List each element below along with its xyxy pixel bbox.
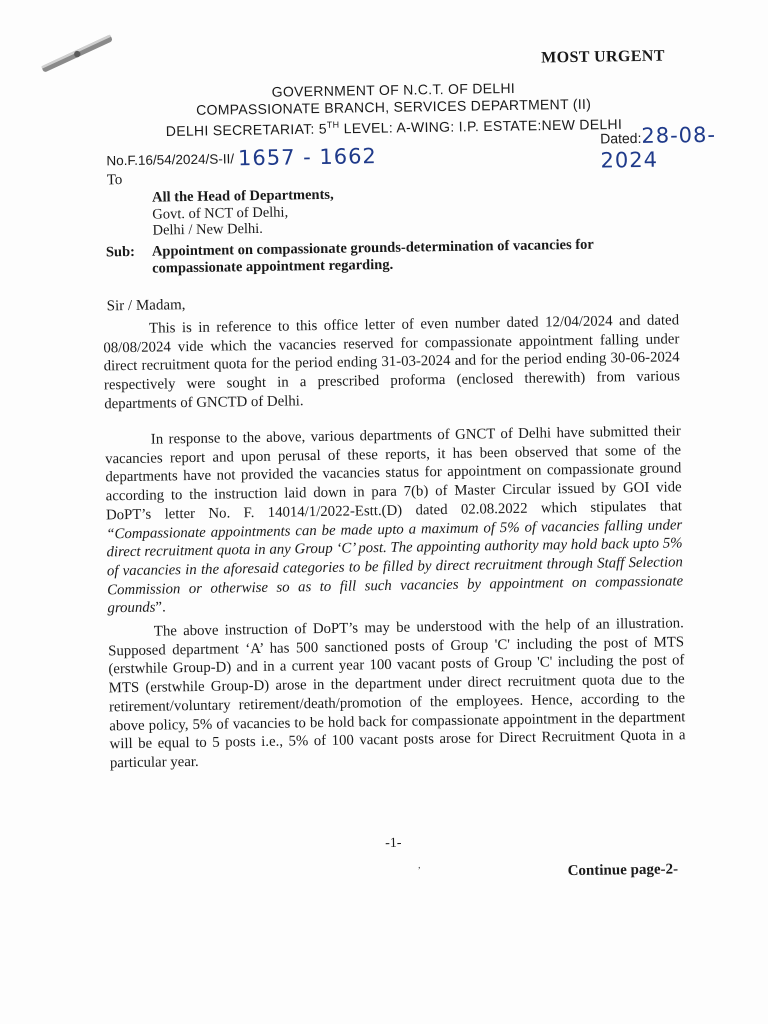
subject-line: [106, 236, 666, 279]
dated-label: Dated:: [600, 129, 642, 147]
to-label: To: [106, 172, 123, 189]
stray-mark: ʼ: [417, 865, 422, 877]
addressee-line-1: All the Head of Departments,: [151, 186, 334, 206]
handwritten-date: 28-08-2024: [600, 122, 717, 173]
addressee-line-3: Delhi / New Delhi.: [152, 220, 264, 239]
staple-icon: [37, 28, 118, 77]
continue-note: Continue page-2-: [567, 861, 679, 880]
paragraph-1: This is in reference to this office letter of even number dated 12/04/2024 and dated 08/08/2024 vide which the vacancies reserved for compassionate appointment falling under direct recruitment quota for the period ending 31-03-2024 and for the period ending 30-06-2024 respectively were sought in a prescribed proforma (enclosed therewith) from various departments of GNCTD of Delhi.: [103, 312, 681, 413]
letterhead: [143, 78, 644, 141]
paragraph-2: In response to the above, various departments of GNCT of Delhi have submitted their vacancies report and upon perusal of these reports, it has been observed that some of the departments have not provided the vacancies status for appointment on compassionate ground according to the instruction laid down in para 7(b) of Master Circular issued by GOI vide DoPT’s letter No. F. 14014/1/2022-Estt.(D) dated 02.08.2022 which stipulates that “Compassionate appointments can be made upto a maximum of 5% of vacancies falling under direct recruitment quota in any Group ‘C’ post. The appointing authority may hold back upto 5% of vacancies in the aforesaid categories to be filled by direct recruitment through Staff Selection Commission or otherwise so as to fill such vacancies by appointment on compassionate grounds”.: [105, 423, 684, 617]
addressee-block: [152, 187, 334, 239]
urgency-label: MOST URGENT: [541, 47, 666, 67]
salutation: Sir / Madam,: [106, 297, 186, 315]
letterhead-line-3: DELHI SECRETARIAT: 5TH LEVEL: A-WING: I.P. ESTATE:NEW DELHI: [165, 115, 623, 140]
quoted-instruction: “Compassionate appointments can be made upto a maximum of 5% of vacancies falling under direct recruitment quota in any Group ‘C’ post. The appointing authority may hold back upto 5% of vacancies in the aforesaid categories to be filled by direct recruitment through Staff Selection Commission or otherwise so as to fill such vacancies by appointment on compassionate grounds: [106, 516, 684, 617]
paragraph-3: The above instruction of DoPT’s may be understood with the help of an illustration. Supposed department ‘A’ has 500 sanctioned posts of Group 'C' including the post of MTS (erstwhile Group-D) and in a current year 100 vacant posts of Group 'C' including the post of MTS (erstwhile Group-D) arose in the department under direct recruitment quota due to the retirement/voluntary retirement/death/promotion of the employees. Hence, according to the above policy, 5% of vacancies to be hold back for compassionate appointment in the department will be equal to 5 posts i.e., 5% of 100 vacant posts arose for Direct Recruitment Quota in a particular year.: [108, 615, 686, 772]
page-number: -1-: [385, 835, 402, 852]
letterhead-line-2: COMPASSIONATE BRANCH, SERVICES DEPARTMENT (II): [196, 95, 592, 118]
date-line: [600, 122, 763, 173]
addressee-line-2: Govt. of NCT of Delhi,: [152, 203, 289, 223]
handwritten-dispatch-number: 1657 - 1662: [237, 144, 378, 171]
subject-text: Appointment on compassionate grounds-determination of vacancies for compassionate appointment regarding.: [151, 236, 594, 277]
file-reference: [106, 142, 377, 170]
letterhead-line-1: GOVERNMENT OF N.C.T. OF DELHI: [271, 79, 516, 100]
subject-label: Sub:: [105, 243, 136, 261]
file-number: No.F.16/54/2024/S-II/: [106, 151, 235, 169]
